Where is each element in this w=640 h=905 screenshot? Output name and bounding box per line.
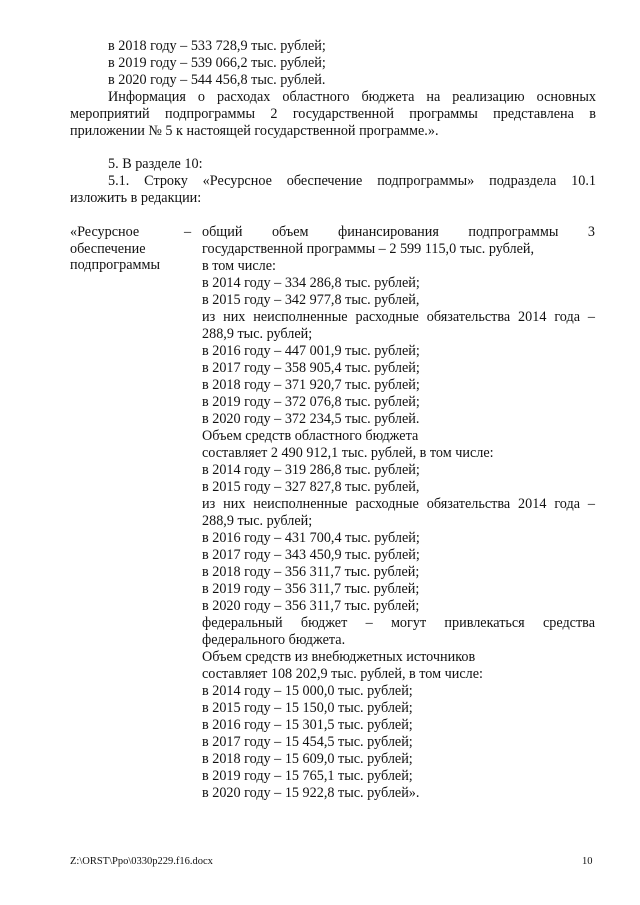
row-content-line: в 2018 году – 15 609,0 тыс. рублей; <box>202 751 413 767</box>
row-label-line: обеспечение <box>70 240 146 257</box>
section-heading: 5. В разделе 10: <box>108 156 203 172</box>
row-content-line: федеральный бюджет – могут привлекаться средства <box>202 615 595 631</box>
info-paragraph-line: приложении № 5 к настоящей государственной программе.». <box>70 123 439 139</box>
info-paragraph-line: мероприятий подпрограммы 2 государственной программы представлена в <box>70 106 596 122</box>
row-label-line: «Ресурсное <box>70 224 140 240</box>
row-content-line: государственной программы – 2 599 115,0 тыс. рублей, <box>202 241 535 257</box>
row-content-line: Объем средств из внебюджетных источников <box>202 649 476 665</box>
subsection-line: 5.1. Строку «Ресурсное обеспечение подпрограммы» подраздела 10.1 <box>108 173 596 189</box>
row-content-line: 288,9 тыс. рублей; <box>202 326 313 342</box>
footer-page-number: 10 <box>582 856 593 867</box>
row-content-line: из них неисполненные расходные обязательства 2014 года – <box>202 309 595 325</box>
row-content-line: из них неисполненные расходные обязательства 2014 года – <box>202 496 595 512</box>
row-content-line: 288,9 тыс. рублей; <box>202 513 313 529</box>
row-content-line: в 2020 году – 15 922,8 тыс. рублей». <box>202 785 420 801</box>
row-content-line: в 2019 году – 372 076,8 тыс. рублей; <box>202 394 420 410</box>
row-content-line: в 2015 году – 327 827,8 тыс. рублей, <box>202 479 420 495</box>
row-dash: – <box>184 224 192 240</box>
subsection-line: изложить в редакции: <box>70 190 202 206</box>
row-label <box>70 224 200 274</box>
row-content-line: в 2017 году – 343 450,9 тыс. рублей; <box>202 547 420 563</box>
row-content-line: в 2020 году – 372 234,5 тыс. рублей. <box>202 411 420 427</box>
row-label-line: подпрограммы <box>70 257 160 274</box>
row-content-line: в 2017 году – 15 454,5 тыс. рублей; <box>202 734 413 750</box>
row-content-line: в 2018 году – 371 920,7 тыс. рублей; <box>202 377 420 393</box>
row-content-line: федерального бюджета. <box>202 632 346 648</box>
row-content-line: в 2015 году – 342 977,8 тыс. рублей, <box>202 292 420 308</box>
row-content-line: в 2020 году – 356 311,7 тыс. рублей; <box>202 598 420 614</box>
intro-line: в 2020 году – 544 456,8 тыс. рублей. <box>108 72 326 88</box>
info-paragraph-line: Информация о расходах областного бюджета на реализацию основных <box>108 89 596 105</box>
intro-line: в 2018 году – 533 728,9 тыс. рублей; <box>108 38 326 54</box>
row-content-line: в 2014 году – 319 286,8 тыс. рублей; <box>202 462 420 478</box>
row-content-line: в 2019 году – 356 311,7 тыс. рублей; <box>202 581 420 597</box>
row-content-line: в том числе: <box>202 258 276 274</box>
row-content-line: в 2019 году – 15 765,1 тыс. рублей; <box>202 768 413 784</box>
row-content-line: составляет 2 490 912,1 тыс. рублей, в том числе: <box>202 445 494 461</box>
row-content-line: в 2014 году – 334 286,8 тыс. рублей; <box>202 275 420 291</box>
row-content-line: общий объем финансирования подпрограммы 3 <box>202 224 595 240</box>
row-content-line: в 2016 году – 15 301,5 тыс. рублей; <box>202 717 413 733</box>
row-content-line: в 2018 году – 356 311,7 тыс. рублей; <box>202 564 420 580</box>
row-content-line: в 2015 году – 15 150,0 тыс. рублей; <box>202 700 413 716</box>
row-content-line: в 2014 году – 15 000,0 тыс. рублей; <box>202 683 413 699</box>
intro-line: в 2019 году – 539 066,2 тыс. рублей; <box>108 55 326 71</box>
row-content-line: Объем средств областного бюджета <box>202 428 419 444</box>
row-content-line: в 2016 году – 447 001,9 тыс. рублей; <box>202 343 420 359</box>
footer-file-path: Z:\ORST\Ppo\0330p229.f16.docx <box>70 856 213 867</box>
row-content-line: в 2016 году – 431 700,4 тыс. рублей; <box>202 530 420 546</box>
row-content-line: в 2017 году – 358 905,4 тыс. рублей; <box>202 360 420 376</box>
row-content-line: составляет 108 202,9 тыс. рублей, в том числе: <box>202 666 483 682</box>
